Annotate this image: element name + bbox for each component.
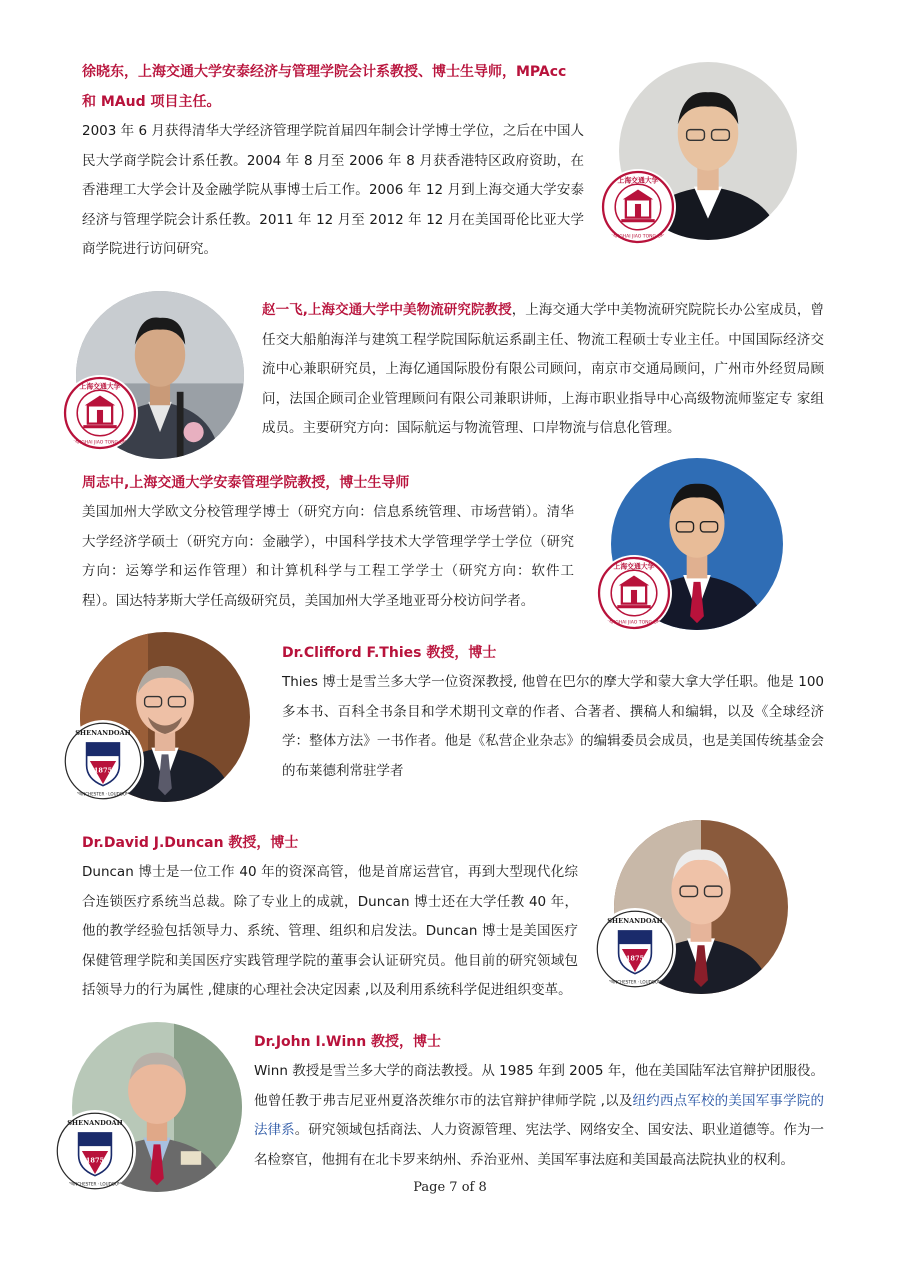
profile-body: 美国加州大学欧文分校管理学博士（研究方向：信息系统管理、市场营销）。清华大学经济学硕士（研究方向：金融学），中国科学技术大学管理学学士学位（研究方向：运筹学和运作管理）和计算机科学与工程工学学士（研究方向：软件工程）。国达特茅斯大学任高级研究员，美国加州大学圣地亚哥分校访问学者。 [82,504,574,609]
profile-title: 周志中,上海交通大学安泰管理学院教授，博士生导师 [82,475,410,491]
university-seal-sjtu [596,555,672,631]
profile-title: Dr.John I.Winn 教授，博士 [254,1034,442,1050]
profile-body: Thies 博士是雪兰多大学一位资深教授, 他曾在巴尔的摩大学和蒙大拿大学任职。他是 100 多本书、百科全书条目和学术期刊文章的作者、合著者、撰稿人和编辑，以及《全球经济学：整体方法》一书作者。他是《私营企业杂志》的编辑委员会成员，也是美国传统基金会的布莱德利常驻学者 [282,674,824,779]
profile-body: 2003 年 6 月获得清华大学经济管理学院首届四年制会计学博士学位，之后在中国人民大学商学院会计系任教。2004 年 8 月至 2006 年 8 月获香港特区政府资助，在香港理工大学会计及金融学院从事博士后工作。2006 年 12 月到上海交通大学安泰经济与管理学院会计系任教。2011 年 12 月至 2012 年 12 月在美国哥伦比亚大学商学院进行访问研究。 [82,123,584,258]
profile-title: Dr.Clifford F.Thies 教授，博士 [282,645,497,661]
profile-john-winn [254,1027,824,1175]
profile-david-duncan [82,828,578,1006]
university-seal-shenandoah [594,908,676,990]
profile-body-text: 。研究领域包括商法、人力资源管理、宪法学、网络安全、国安法、职业道德等。作为一名检察官，他拥有在北卡罗来纳州、乔治亚州、美国军事法庭和美国最高法院执业的权利。 [254,1122,825,1168]
profile-title: Dr.David J.Duncan 教授，博士 [82,835,299,851]
profile-body: Duncan 博士是一位工作 40 年的资深高管，他是首席运营官，再到大型现代化综合连锁医疗系统当总裁。除了专业上的成就，Duncan 博士还在大学任教 40 年，他的教学经验包括领导力、系统、管理、组织和启发法。Duncan 博士是美国医疗保健管理学院和美国医疗实践管理学院的董事会认证研究员。他目前的研究领域包括领导力的行为属性 ,健康的心理社会决定因素 ,以及利用系统科学促进组织变革。 [82,864,578,999]
page-number: Page 7 of 8 [413,1180,487,1195]
profile-body-text: ，上海交通大学中美物流研究院院长办公室成员，曾任交大船舶海洋与建筑工程学院国际航运系副主任、物流工程硕士专业主任。中国国际经济交流中心兼职研究员，上海亿通国际股份有限公司顾问，南京市交通局顾问，广州市外经贸局顾问，法国企顾司企业管理顾问有限公司兼职讲师，上海市职业指导中心高级物流师鉴定专 家组成员。主要研究方向：国际航运与物流管理、口岸物流与信息化管理。 [262,302,824,437]
university-seal-sjtu [62,375,138,451]
profile-zhou-zhizhong [82,468,574,616]
profile-title: 赵一飞,上海交通大学中美物流研究院教授 [262,302,512,318]
profile-title: 徐晓东，上海交通大学安泰经济与管理学院会计系教授、博士生导师，MPAcc 和 MAud 项目主任。 [82,64,567,110]
profile-xu-xiaodong [82,57,584,265]
west-point-link[interactable]: 纽约西点军校的美国军事学院的法律系 [254,1092,824,1139]
university-seal-shenandoah [62,720,144,802]
profile-body-text: Winn 教授是雪兰多大学的商法教授。从 1985 年到 2005 年，他在美国陆军法官辩护团服役。他曾任教于弗吉尼亚州夏洛茨维尔市的法官辩护律师学院 ,以及 [254,1063,824,1109]
profile-zhao-yifei [262,296,824,444]
university-seal-sjtu [600,169,676,245]
profile-clifford-thies [282,638,824,786]
profile-body [254,1057,824,1175]
profile-body [262,296,824,444]
